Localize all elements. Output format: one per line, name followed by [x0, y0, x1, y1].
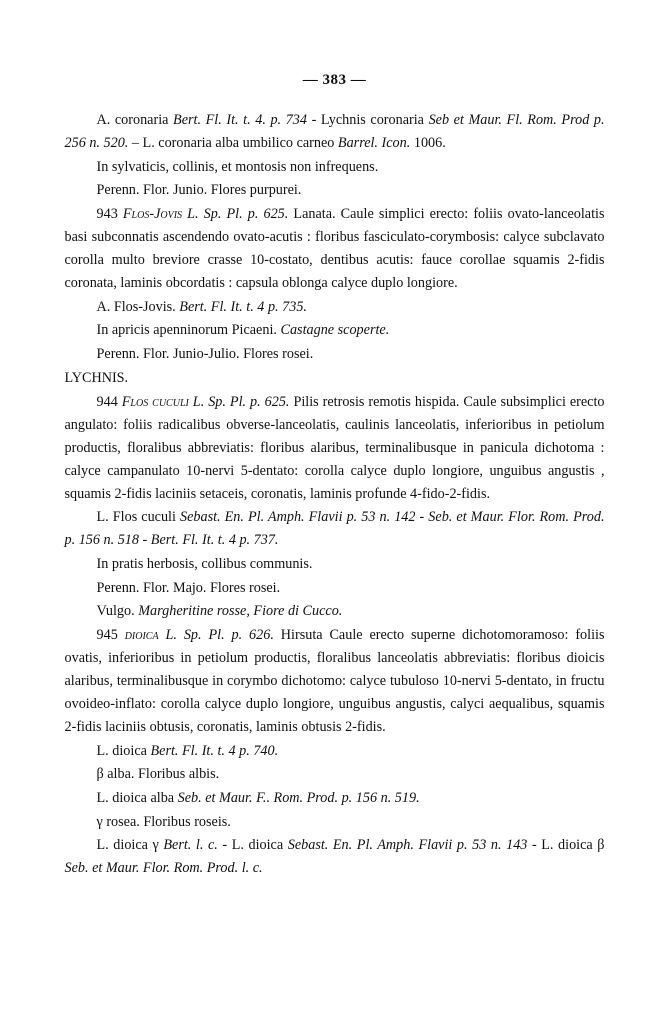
text-run: Perenn. Flor. Junio. Flores purpurei. [96, 182, 302, 199]
page-number: — 383 — [302, 72, 367, 88]
text-run: L. Sp. Pl. p. 625. [188, 393, 290, 410]
text-run: Bert. l. c. [163, 837, 218, 854]
paragraph-p14 [65, 624, 605, 739]
paragraph-p9 [65, 391, 605, 506]
text-run: In pratis herbosis, collibus communis. [96, 555, 313, 572]
paragraph-p1 [65, 109, 605, 155]
paragraph-p16 [65, 763, 605, 786]
paragraph-p5 [65, 296, 605, 319]
text-run: L. Sp. Pl. p. 625. [182, 206, 289, 223]
text-run: Pilis retrosis remotis hispida. Caule subsimplici erecto angulato: foliis radicalibus obverse-lanceolatis, caulinis lanceolatis, inferioribus in petiolum productis, floralibus abbreviatis: floribus alaribus, terminalibusque in panicula dichotoma : calyce campanulato 10-nervi 5-dentato: corolla calyce duplo longiore, unguibus angustis , squamis 2-fidis laciniis setaceis, coronatis, laminis profunde 4-fido-2-fidis. [64, 393, 605, 502]
text-run: – L. coronaria alba umbilico carneo [128, 135, 338, 151]
text-run: A. coronaria [96, 112, 174, 128]
text-run: In apricis apenninorum Picaeni. [96, 322, 281, 339]
text-run: dioica [124, 626, 159, 643]
text-run: 943 [96, 206, 123, 223]
paragraph-p13 [65, 600, 605, 623]
text-run: - L. dioica β [527, 837, 605, 854]
text-run: In sylvaticis, collinis, et montosis non infrequens. [96, 158, 379, 175]
text-run: - Lychnis coronaria [306, 112, 429, 128]
paragraph-p17 [65, 787, 605, 810]
text-run: Lanata. Caule simplici erecto: foliis ovato-lanceolatis basi subconnatis ascendendo ovato-acutis : floribus fasciculato-corymbosis: calyce subclavato corolla multo breviore crasse 10-costato, dentibus acutis: fauce corollae squamis 2-fidis coronata, laminis obcordatis : capsula oblonga calyce duplo longiore. [64, 206, 605, 292]
document-page [0, 72, 669, 1017]
text-run: Margheritine rosse, Fiore di Cucco. [138, 603, 343, 620]
text-run: L. dioica alba [96, 790, 178, 806]
text-run: 944 [96, 393, 122, 410]
paragraph-p4 [65, 203, 605, 295]
paragraph-p18 [65, 811, 605, 834]
text-run: 1006. [410, 135, 446, 151]
text-run: Flos-Jovis [122, 206, 183, 223]
page-body [65, 109, 605, 880]
text-run: 945 [96, 626, 125, 643]
text-run: L. Sp. Pl. p. 626. [158, 626, 274, 643]
paragraph-p12 [65, 577, 605, 600]
text-run: Seb. et Maur. F.. Rom. Prod. p. 156 n. 519. [177, 790, 420, 806]
text-run: Seb. et Maur. Flor. Rom. Prod. l. c. [64, 860, 263, 877]
text-run: Bert. Fl. It. t. 4 p. 740. [150, 742, 279, 759]
paragraph-p15 [65, 740, 605, 763]
text-run: β alba. Floribus albis. [96, 766, 220, 783]
paragraph-p19 [65, 834, 605, 880]
paragraph-p7 [65, 343, 605, 366]
text-run: Vulgo. [96, 603, 139, 620]
text-run: Barrel. Icon. [337, 135, 411, 151]
paragraph-p2 [65, 156, 605, 179]
paragraph-p3 [65, 179, 605, 202]
text-run: Sebast. En. Pl. Amph. Flavii p. 53 n. 143 [287, 837, 528, 854]
paragraph-p10 [65, 506, 605, 552]
text-run: Sebast. En. Pl. Amph. Flavii p. 53 n. 142 - Seb. et Maur. Flor. Rom. Prod. p. 156 n. 518 - Bert. Fl. It. t. 4 p. 737. [64, 509, 605, 549]
paragraph-p11 [65, 553, 605, 576]
text-run: γ rosea. Floribus roseis. [96, 813, 231, 830]
text-run: Bert. Fl. It. t. 4 p. 735. [179, 298, 307, 315]
text-run: L. dioica [96, 742, 151, 759]
paragraph-p8 [65, 367, 605, 390]
text-run: A. Flos-Jovis. [96, 298, 180, 315]
text-run: L. Flos cuculi [96, 509, 180, 526]
text-run: Castagne scoperte. [280, 322, 390, 339]
text-run: Perenn. Flor. Majo. Flores rosei. [96, 579, 281, 596]
text-run: Hirsuta Caule erecto superne dichotomoramoso: foliis ovatis, inferioribus in petiolum productis, floralibus lanceolatis abbreviatis: floribus dioicis alaribus, terminalibusque in corymbo dichotomo: calyce tubuloso 10-nervi 5-dentato, in fructu ovoideo-inflato: corolla calyce duplo longiore, unguibus angustis, calyci aequalibus, squamis 2-fidis laciniis obtusis, coronatis, laminis obtusis 2-fidis. [64, 626, 605, 735]
text-run: Flos cuculi [121, 393, 189, 410]
paragraph-p6 [65, 319, 605, 342]
text-run: Perenn. Flor. Junio-Julio. Flores rosei. [96, 346, 314, 363]
text-run: Seb et Maur. Fl. Rom. Prod p. 256 n. 520. [64, 112, 605, 151]
text-run: L. dioica γ [96, 837, 164, 854]
text-run: Bert. Fl. It. t. 4. p. 734 [173, 112, 307, 128]
text-run: LYCHNIS. [64, 369, 129, 386]
text-run: - L. dioica [217, 837, 288, 854]
